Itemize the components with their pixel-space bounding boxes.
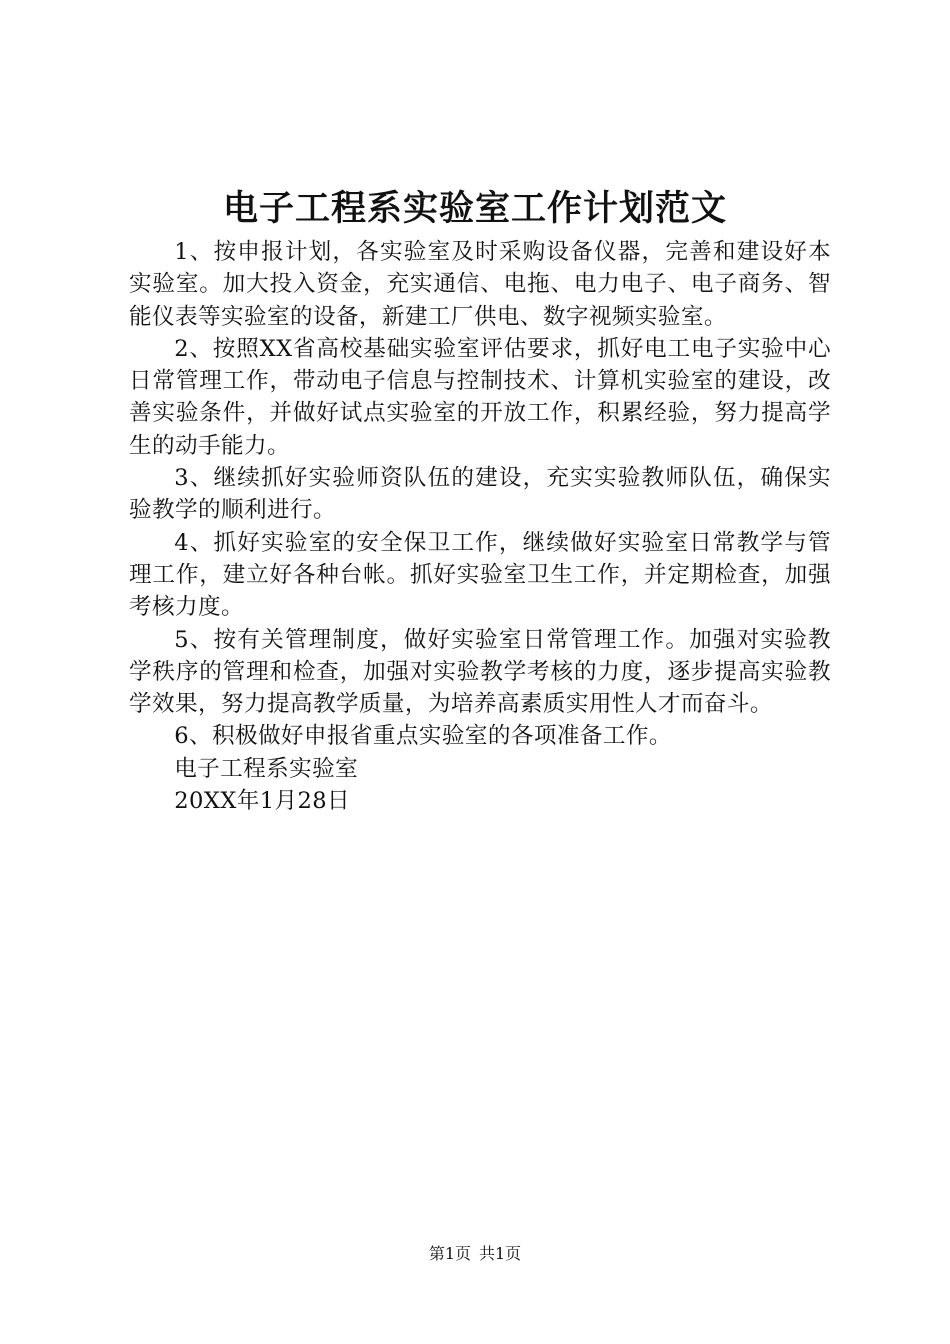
page-number: 第1页 [428, 1244, 471, 1263]
page-total: 共1页 [479, 1244, 522, 1263]
paragraph-1: 1、按申报计划，各实验室及时采购设备仪器，完善和建设好本实验室。加大投入资金，充实通信、电拖、电力电子、电子商务、智能仪表等实验室的设备，新建工厂供电、数字视频实验室。 [129, 239, 831, 330]
paragraph-4: 4、抓好实验室的安全保卫工作，继续做好实验室日常教学与管理工作，建立好各种台帐。抓好实验室卫生工作，并定期检查，加强考核力度。 [129, 529, 831, 621]
paragraph-3: 3、继续抓好实验师资队伍的建设，充实实验教师队伍，确保实验教学的顺利进行。 [129, 465, 831, 524]
page-footer [0, 1243, 950, 1265]
paragraph-5: 5、按有关管理制度，做好实验室日常管理工作。加强对实验教学秩序的管理和检查，加强对实验教学考核的力度，逐步提高实验教学效果，努力提高教学质量，为培养高素质实用性人才而奋斗。 [129, 626, 831, 718]
document-title: 电子工程系实验室工作计划范文 [222, 188, 727, 229]
document-body [129, 236, 831, 817]
signature: 电子工程系实验室 [174, 755, 359, 782]
date: 20XX年1月28日 [174, 788, 351, 815]
paragraph-2: 2、按照XX省高校基础实验室评估要求，抓好电工电子实验中心日常管理工作，带动电子信息与控制技术、计算机实验室的建设，改善实验条件，并做好试点实验室的开放工作，积累经验，努力提高学生的动手能力。 [129, 335, 831, 459]
paragraph-6: 6、积极做好申报省重点实验室的各项准备工作。 [174, 723, 672, 750]
